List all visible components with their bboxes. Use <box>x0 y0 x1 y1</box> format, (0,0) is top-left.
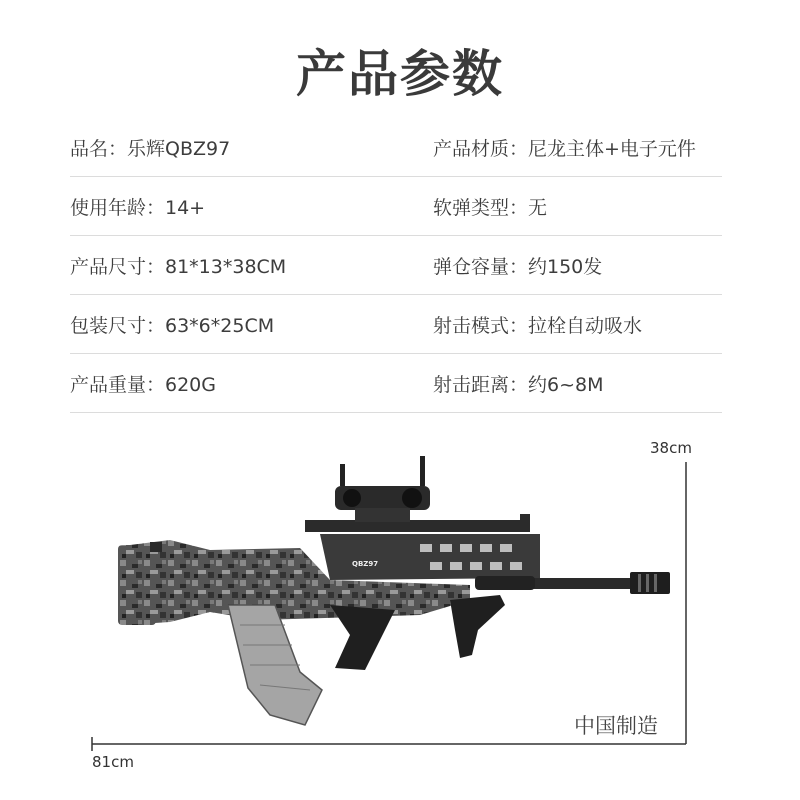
product-image <box>0 430 800 800</box>
spec-product-size: 产品尺寸：81*13*38CM <box>70 255 287 278</box>
spec-row <box>70 295 722 354</box>
spec-fire-mode: 射击模式：拉栓自动吸水 <box>433 314 643 337</box>
spec-table <box>70 118 722 413</box>
length-dimension: 81cm <box>92 753 134 771</box>
spec-material: 产品材质：尼龙主体+电子元件 <box>433 137 696 160</box>
spec-row <box>70 236 722 295</box>
made-in-label: 中国制造 <box>574 714 658 738</box>
spec-bullet-type: 软弹类型：无 <box>433 196 548 219</box>
gun-marking: QBZ97 <box>352 560 379 568</box>
height-dimension: 38cm <box>650 439 692 457</box>
spec-weight: 产品重量：620G <box>70 373 216 396</box>
spec-age: 使用年龄：14+ <box>70 196 206 219</box>
spec-range: 射击距离：约6~8M <box>433 373 604 396</box>
spec-capacity: 弹仓容量：约150发 <box>433 255 603 278</box>
spec-row <box>70 177 722 236</box>
spec-product-name: 品名：乐辉QBZ97 <box>70 137 231 160</box>
product-area <box>0 430 800 800</box>
gun-illustration <box>118 456 670 725</box>
page-title: 产品参数 <box>296 45 504 103</box>
spec-row <box>70 354 722 413</box>
spec-package-size: 包装尺寸：63*6*25CM <box>70 314 275 337</box>
spec-row <box>70 118 722 177</box>
